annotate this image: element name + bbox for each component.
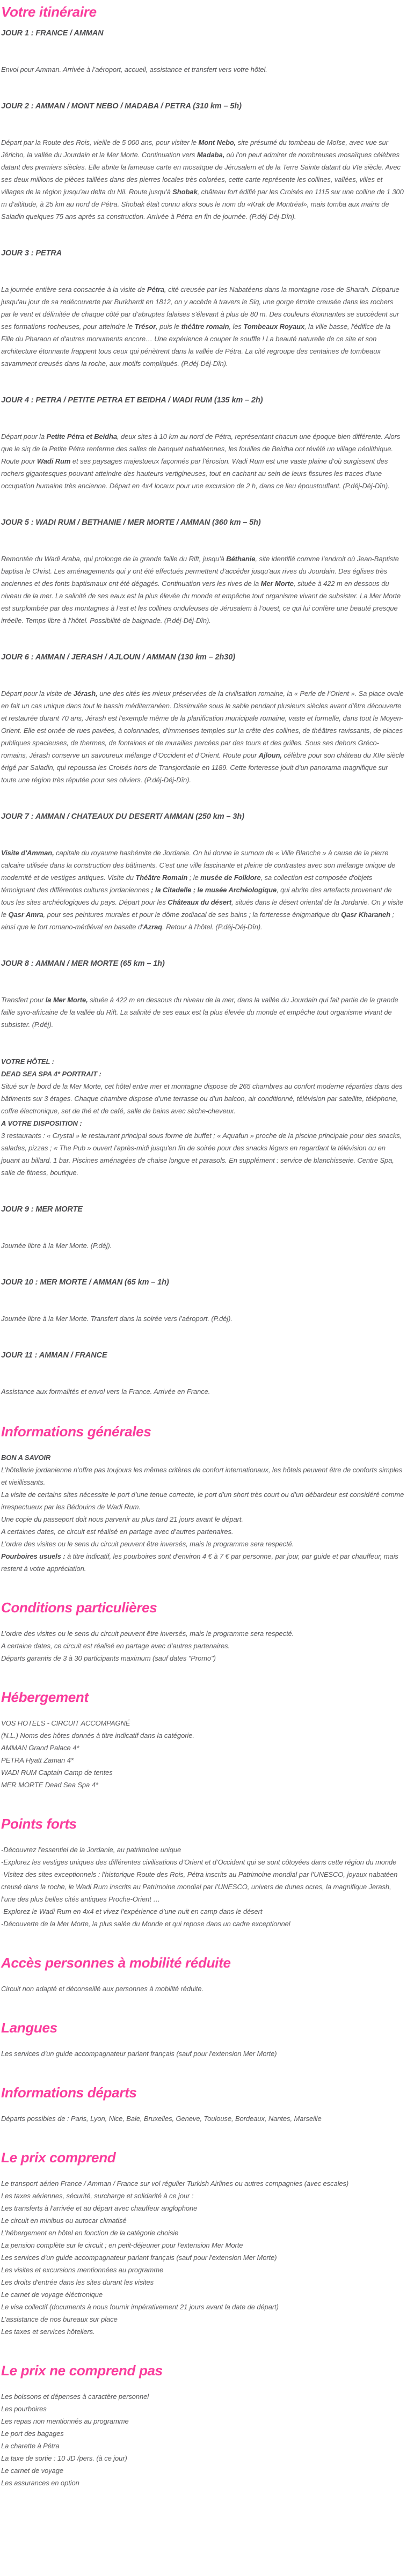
highlighted-place-text: Shobak	[172, 188, 198, 196]
section-line: L’assistance de nos bureaux sur place	[1, 2315, 118, 2323]
section-line: -Explorez les vestiges uniques des différentes civilisations d’Orient et d’Occident qui se sont côtoyées dans cette région du monde	[1, 1858, 397, 1866]
section-line: La visite de certains sites nécessite le port d’une tenue correcte, le port d’un short très court ou d’un débardeur est considéré comme irrespectueux par les Bédouins de Wadi Rum.	[1, 1491, 404, 1511]
highlighted-place-text: musée de Folklore	[200, 874, 261, 882]
section-heading: Le prix comprend	[1, 2149, 116, 2166]
hotel-note	[1, 1055, 405, 1179]
day-paragraph: Remontée du Wadi Araba, qui prolonge de la grande faille du Rift, jusqu'à Béthanie, site identifié comme l’endroit où Jean-Baptiste baptisa le Christ. Les aménagements qui y ont été effectués permettent d’accéder jusqu'aux rives du Jourdain. Des églises très anciennes et des fonts baptismaux ont été dégagés. Continuation vers les rives de la Mer Morte, située à 422 m en dessous du niveau de la mer. La salinité de ses eaux est la plus élevée du monde et empêche tout organisme vivant de subsister. La Mer Morte est surplombée par des montagnes à l’est et les collines onduleuses de Jérusalem à l’ouest, ce qui lui confère une beauté presque irréelle. Temps libre à l’hôtel. Possibilité de baignade. (P.déj-Déj-Dîn).	[1, 555, 401, 625]
section-line: Les assurances en option	[1, 2479, 79, 2487]
highlighted-place-text: Jérash,	[73, 689, 98, 698]
hotel-note-line	[1, 1068, 405, 1080]
section-line: Les taxes aériennes, sécurité, surcharge et solidarité à ce jour :	[1, 2192, 194, 2200]
hotel-note-line	[1, 1117, 405, 1129]
day-paragraph: Transfert pour la Mer Morte, située à 422 m en dessous du niveau de la mer, dans la vallée du Jourdain qui fait partie de la grande faille syro-africaine de la vallée du Rift. La salinité de ses eaux est la plus élevée du monde et empêche tout organisme vivant de subsister. (P.déj).	[1, 996, 398, 1029]
section-line: Les boissons et dépenses à caractère personnel	[1, 2392, 149, 2401]
highlighted-place-text: Pourboires usuels :	[1, 1552, 66, 1560]
section-line: -Découvrez l’essentiel de la Jordanie, au patrimoine unique	[1, 1846, 181, 1854]
day-block	[1, 1276, 405, 1325]
highlighted-place-text: ; la Citadelle ; le musée Archéologique	[151, 886, 277, 894]
section-line: -Explorez le Wadi Rum en 4x4 et vivez l’expérience d’une nuit en camp dans le désert	[1, 1907, 263, 1916]
highlighted-place-text: théâtre romain	[181, 322, 229, 331]
day-title: JOUR 4 : PETRA / PETITE PETRA ET BEIDHA / WADI RUM (135 km – 2h)	[1, 396, 263, 405]
section-line: Départs garantis de 3 à 30 participants maximum (sauf dates "Promo")	[1, 1654, 216, 1662]
day-block	[1, 394, 405, 492]
highlighted-place-text: Petite Pétra et Beidha	[46, 432, 117, 441]
section-line: Les taxes et services hôteliers.	[1, 2328, 95, 2336]
highlighted-place-text: la Mer Morte,	[45, 996, 88, 1004]
info-sections	[1, 1422, 405, 2489]
section-line: L’hébergement en hôtel en fonction de la catégorie choisie	[1, 2229, 179, 2237]
info-section	[1, 2019, 405, 2060]
day-paragraph: Journée libre à la Mer Morte. Transfert dans la soirée vers l’aéroport. (P.déj).	[1, 1315, 232, 1323]
section-line: Départs possibles de : Paris, Lyon, Nice, Bale, Bruxelles, Geneve, Toulouse, Bordeaux, Nantes, Marseille	[1, 2115, 322, 2123]
highlighted-place-text: Béthanie	[226, 555, 256, 563]
day-block	[1, 1203, 405, 1252]
day-title: JOUR 9 : MER MORTE	[1, 1205, 83, 1214]
section-heading: Le prix ne comprend pas	[1, 2362, 163, 2379]
section-line: Le visa collectif (documents à nous fournir impérativement 21 jours avant la date de départ)	[1, 2303, 279, 2311]
day-paragraph: La journée entière sera consacrée à la visite de Pétra, cité creusée par les Nabatéens dans la montagne rose de Sharah. Disparue jusqu'au jour de sa redécouverte par Burkhardt en 1812, on y accède à travers le Siq, une gorge étroite creusée dans les rochers par le vent et délimitée de chaque côté par d’abruptes falaises s'élevant à plus de 80 m. Des couleurs étonnantes se succèdent sur ses formations rocheuses, pour atteindre le Trésor, puis le théâtre romain, les Tombeaux Royaux, la ville basse, l'édifice de la Fille du Pharaon et d'autres monuments encore… Une expérience à couper le souffle ! La beauté naturelle de ce site et son architecture étonnante frappent tous ceux qui pénètrent dans la vallée de Pétra. La cité regroupe des centaines de tombeaux savamment creusés dans la roche, aux motifs compliqués. (P.déj-Déj-Dîn).	[1, 285, 399, 368]
section-line: A certaine dates, ce circuit est réalisé en partage avec d’autres partenaires.	[1, 1642, 230, 1650]
section-line: La taxe de sortie : 10 JD /pers. (à ce jour)	[1, 2454, 127, 2462]
info-section	[1, 1422, 405, 1575]
section-heading: Conditions particulières	[1, 1599, 157, 1616]
day-title: JOUR 2 : AMMAN / MONT NEBO / MADABA / PETRA (310 km – 5h)	[1, 102, 242, 111]
highlighted-place-text: Mont Nebo,	[198, 138, 236, 146]
section-line: La charette à Pétra	[1, 2442, 60, 2450]
day-title: JOUR 8 : AMMAN / MER MORTE (65 km – 1h)	[1, 959, 165, 968]
section-line: AMMAN Grand Palace 4*	[1, 1744, 79, 1752]
info-section	[1, 2148, 405, 2338]
section-line: Pourboires usuels : à titre indicatif, les pourboires sont d'environ 4 € à 7 € par personne, par jour, par guide et par chauffeur, mais restent à votre appréciation.	[1, 1552, 398, 1573]
day-paragraph: Départ pour la Petite Pétra et Beidha, deux sites à 10 km au nord de Pétra, représentant chacun une époque bien différente. Alors que le siq de la Petite Pétra renferme des salles de banquet nabatéennes, les fouilles de Beidha ont révélé un village néolithique. Route pour Wadi Rum et ses paysages majestueux façonnés par l’érosion. Wadi Rum est une vaste plaine d’où surgissent des rochers gigantesques pouvant atteindre des hauteurs vertigineuses, tout en cachant au sein de leurs fissures les traces d'une occupation humaine très ancienne. Départ en 4x4 locaux pour une excursion de 2 h, dans ce lieu époustouflant. (P.déj-Déj-Dîn).	[1, 432, 401, 490]
section-heading: Informations générales	[1, 1423, 151, 1440]
day-title: JOUR 1 : FRANCE / AMMAN	[1, 29, 104, 38]
day-paragraph: Envol pour Amman. Arrivée à l’aéroport, accueil, assistance et transfert vers votre hôtel.	[1, 65, 267, 74]
section-line: Le port des bagages	[1, 2430, 64, 2438]
section-line: Le transport aérien France / Amman / France sur vol régulier Turkish Airlines ou autres compagnies (avec escales)	[1, 2179, 349, 2188]
info-section	[1, 1954, 405, 1995]
section-heading: Points forts	[1, 1816, 77, 1832]
section-line: L’ordre des visites ou le sens du circuit peuvent être inversés, mais le programme sera respecté.	[1, 1540, 294, 1548]
highlighted-place-text: DEAD SEA SPA 4* PORTRAIT :	[1, 1070, 101, 1078]
day-block	[1, 1349, 405, 1398]
info-section	[1, 1815, 405, 1930]
info-section	[1, 1598, 405, 1664]
section-line: Les visites et excursions mentionnées au programme	[1, 2266, 164, 2274]
highlighted-place-text: Azraq	[143, 923, 163, 931]
section-line: VOS HOTELS - CIRCUIT ACCOMPAGNÉ	[1, 1719, 130, 1727]
section-line: Les repas non mentionnés au programme	[1, 2417, 129, 2425]
section-line: A certaines dates, ce circuit est réalisé en partage avec d’autres partenaires.	[1, 1528, 234, 1536]
section-line: Les pourboires	[1, 2405, 47, 2413]
highlighted-place-text: Tombeaux Royaux	[243, 322, 304, 331]
section-line: Les droits d'entrée dans les sites durant les visites	[1, 2278, 154, 2286]
section-line: Les transferts à l'arrivée et au départ avec chauffeur anglophone	[1, 2204, 198, 2212]
section-heading: Accès personnes à mobilité réduite	[1, 1955, 231, 1971]
highlighted-place-text: Théâtre Romain	[135, 874, 188, 882]
day-title: JOUR 10 : MER MORTE / AMMAN (65 km – 1h)	[1, 1278, 169, 1287]
day-block	[1, 100, 405, 223]
section-line: -Visitez des sites exceptionnels : l’historique Route des Rois, Pétra inscrits au Patrimoine mondial par l’UNESCO, joyaux nabatéen creusé dans la roche, le Wadi Rum inscrits au Patrimoine mondial par l’UNESCO, univers de dunes ocres, la magnifique Jerash, l’une des plus belles cités antiques Proche-Orient …	[1, 1870, 398, 1903]
day-title: JOUR 11 : AMMAN / FRANCE	[1, 1351, 107, 1360]
info-section	[1, 1688, 405, 1791]
section-line: Le carnet de voyage	[1, 2467, 63, 2475]
hotel-note-line: Situé sur le bord de la Mer Morte, cet hôtel entre mer et montagne dispose de 265 chambres au confort moderne réparties dans des bâtiments sur 3 étages. Chaque chambre dispose d’une terrasse ou d’un balcon, air conditionné, télévision par satellite, téléphone, coffre électronique, set de thé et de café, salle de bains avec sèche-cheveux.	[1, 1082, 403, 1115]
section-line: L’ordre des visites ou le sens du circuit peuvent être inversés, mais le programme sera respecté.	[1, 1630, 294, 1638]
highlighted-place-text: Châteaux du désert	[168, 898, 232, 906]
day-block	[1, 958, 405, 1179]
day-paragraph: Journée libre à la Mer Morte. (P.déj).	[1, 1242, 112, 1250]
day-title: JOUR 7 : AMMAN / CHATEAUX DU DESERT/ AMMAN (250 km – 3h)	[1, 812, 244, 821]
section-line: WADI RUM Captain Camp de tentes	[1, 1768, 113, 1777]
highlighted-place-text: Pétra	[147, 285, 164, 293]
section-line: MER MORTE Dead Sea Spa 4*	[1, 1781, 98, 1789]
section-line: Circuit non adapté et déconseillé aux personnes à mobilité réduite.	[1, 1985, 204, 1993]
info-section	[1, 2361, 405, 2489]
highlighted-place-text: Ajloun,	[258, 751, 282, 759]
highlighted-place-text: Qasr Kharaneh	[341, 911, 391, 919]
highlighted-place-text: VOTRE HÔTEL :	[1, 1058, 54, 1066]
day-block	[1, 517, 405, 627]
section-line: La pension complète sur le circuit ; en petit-déjeuner pour l'extension Mer Morte	[1, 2241, 243, 2249]
itinerary-heading: Votre itinéraire	[1, 4, 97, 20]
highlighted-place-text: Qasr Amra	[8, 911, 43, 919]
highlighted-place-text: Trésor	[134, 322, 156, 331]
hotel-note-line: 3 restaurants : « Crystal » le restaurant principal sous forme de buffet ; « Aquafun » proche de la piscine principale pour des snacks, salades, pizzas ; « The Pub » ouvert l’après-midi jusqu'en fin de soirée pour des snacks légers en regardant la télévision ou en jouant au billard. 1 bar. Piscines aménagées de chaise longue et parasols. En supplément : service de blanchisserie. Centre Spa, salle de fitness, boutique.	[1, 1132, 402, 1177]
section-line: Le circuit en minibus ou autocar climatisé	[1, 2217, 127, 2225]
highlighted-place-text: Mer Morte	[260, 579, 294, 588]
section-line: PETRA Hyatt Zaman 4*	[1, 1756, 74, 1764]
highlighted-place-text: BON A SAVOIR	[1, 1454, 51, 1462]
day-title: JOUR 6 : AMMAN / JERASH / AJLOUN / AMMAN (130 km – 2h30)	[1, 653, 235, 662]
day-paragraph: Visite d'Amman, capitale du royaume hashémite de Jordanie. On lui donne le surnom de « Ville Blanche » à cause de la pierre calcaire utilisée dans la construction des bâtiments. C'est une ville fascinante et pleine de contrastes avec son mélange unique de modernité et de vestiges antiques. Visite du Théâtre Romain ; le musée de Folklore, sa collection est composée d'objets témoignant des différentes cultures jordaniennes ; la Citadelle ; le musée Archéologique, qui abrite des artefacts provenant de tous les sites archéologiques du pays. Départ pour les Châteaux du désert, situés dans le désert oriental de la Jordanie. On y visite le Qasr Amra, pour ses peintures murales et pour le dôme zodiacal de ses bains ; la forteresse énigmatique du Qasr Kharaneh ; ainsi que le fort romano-médiéval en basalte d'Azraq. Retour à l'hôtel. (P.déj-Déj-Dîn).	[1, 849, 404, 931]
itinerary-days	[1, 27, 405, 1398]
day-paragraph: Départ par la Route des Rois, vieille de 5 000 ans, pour visiter le Mont Nebo, site présumé du tombeau de Moïse, avec vue sur Jéricho, la vallée du Jourdain et la Mer Morte. Continuation vers Madaba, où l'on peut admirer de nombreuses mosaïques célèbres datant des premiers siècles. Elle abrite la fameuse carte en mosaïque de Jérusalem et de la Terre Sainte datant du VIe siècle. Avec ses deux millions de pièces taillées dans des pierres locales très colorées, cette carte représente les collines, vallées, villes et villages de la région jusqu'au delta du Nil. Route jusqu'à Shobak, château fort édifié par les Croisés en 1115 sur une colline de 1 300 m d’altitude, à 25 km au nord de Pétra. Shobak était connu alors sous le nom du «Krak de Montréal», mais tomba aux mains de Saladin quelques 75 ans après sa construction. Arrivée à Pétra en fin de journée. (P.déj-Déj-Dîn).	[1, 138, 404, 221]
day-title: JOUR 5 : WADI RUM / BETHANIE / MER MORTE / AMMAN (360 km – 5h)	[1, 518, 261, 527]
day-paragraph: Départ pour la visite de Jérash, une des cités les mieux préservées de la civilisation romaine, la « Perle de l’Orient ». Sa place ovale en fait un cas unique dans tout le bassin méditerranéen. Dissimulée sous le sable pendant plusieurs siècles avant d'être découverte et restaurée durant 70 ans, Jérash est l'exemple même de la planification municipale romaine, vaste et formelle, dans tout le Moyen-Orient. Elle est ornée de rues pavées, à colonnades, d'immenses temples sur la crête des collines, de théâtres ravissants, de places publiques spacieuses, de thermes, de fontaines et de murailles percées par des tours et des grilles. Sous ses dehors Gréco-romains, Jérash conserve un savoureux mélange d’Occident et d’Orient. Route pour Ajloun, célèbre pour son château du XIIe siècle érigé par Saladin, qui repoussa les Croisés hors de Transjordanie en 1189. Cette forteresse jouit d’un panorama magnifique sur toute une région très réputée pour ses oliviers. (P.déj-Déj-Dîn).	[1, 689, 404, 784]
highlighted-place-text: Madaba,	[197, 151, 225, 159]
section-line: Une copie du passeport doit nous parvenir au plus tard 21 jours avant le départ.	[1, 1515, 243, 1523]
day-title: JOUR 3 : PETRA	[1, 249, 62, 258]
section-line: (N.L.) Noms des hôtes donnés à titre indicatif dans la catégorie.	[1, 1731, 194, 1740]
hotel-note-line	[1, 1055, 405, 1068]
section-heading: Informations départs	[1, 2085, 137, 2101]
section-line: Le carnet de voyage éléctronique	[1, 2291, 103, 2299]
section-line: Les services d'un guide accompagnateur parlant français (sauf pour l'extension Mer Morte)	[1, 2050, 277, 2058]
highlighted-place-text: A VOTRE DISPOSITION :	[1, 1119, 82, 1127]
day-block	[1, 651, 405, 786]
section-line: L’hôtellerie jordanienne n'offre pas toujours les mêmes critères de confort internationaux, les hôtels peuvent être de conforts simples et vieillissants.	[1, 1466, 403, 1486]
info-section	[1, 2083, 405, 2125]
section-heading: Langues	[1, 2020, 57, 2036]
section-line: -Découverte de la Mer Morte, la plus salée du Monde et qui repose dans un cadre exceptionnel	[1, 1920, 290, 1928]
day-paragraph: Assistance aux formalités et envol vers la France. Arrivée en France.	[1, 1388, 210, 1396]
day-block	[1, 247, 405, 370]
day-block	[1, 811, 405, 933]
section-line: Les services d'un guide accompagnateur parlant français (sauf pour l'extension Mer Morte)	[1, 2254, 277, 2262]
section-heading: Hébergement	[1, 1689, 89, 1705]
day-block	[1, 27, 405, 76]
highlighted-place-text: Visite d'Amman,	[1, 849, 54, 857]
section-line	[1, 1451, 405, 1464]
highlighted-place-text: Wadi Rum	[37, 457, 71, 465]
